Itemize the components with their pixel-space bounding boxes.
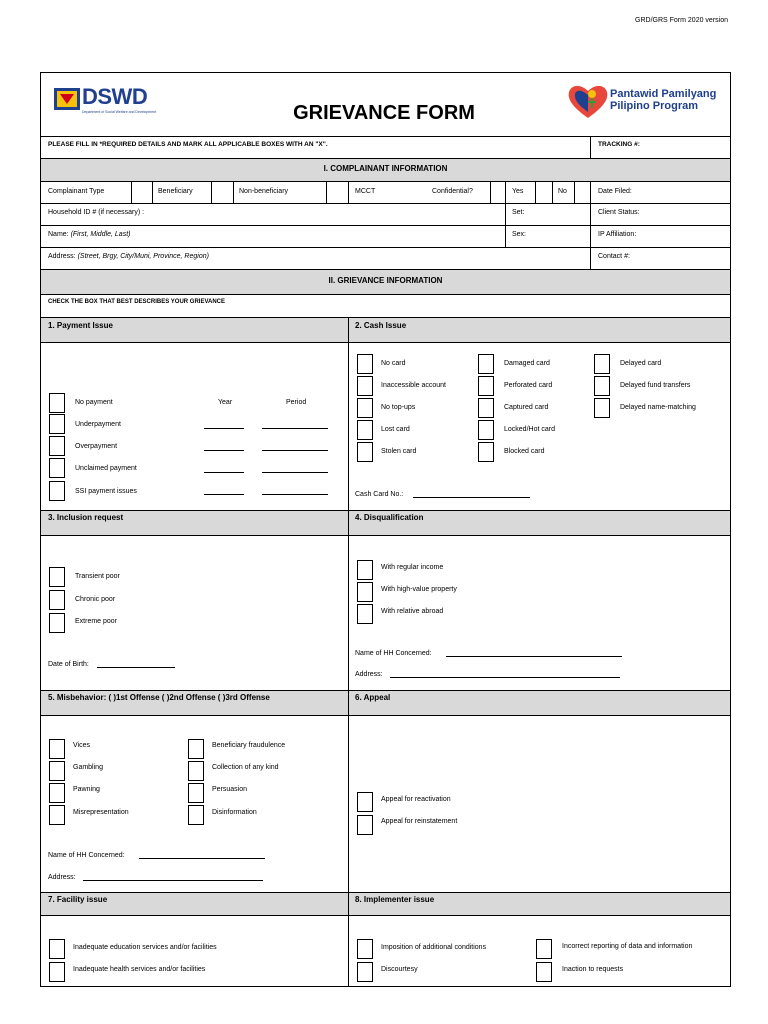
regular-income-label: With regular income <box>381 564 444 571</box>
misb-hh-field[interactable] <box>139 858 265 859</box>
captured-card-checkbox[interactable] <box>478 398 494 418</box>
disq-address-field[interactable] <box>390 677 620 678</box>
disinformation-label: Disinformation <box>212 809 257 816</box>
facility-title: 7. Facility issue <box>48 895 108 904</box>
blocked-card-checkbox[interactable] <box>478 442 494 462</box>
pantawid-logo-line2: Pilipino Program <box>610 100 699 112</box>
inaccessible-account-checkbox[interactable] <box>357 376 373 396</box>
appeal-reinstatement-checkbox[interactable] <box>357 815 373 835</box>
persuasion-label: Persuasion <box>212 786 248 793</box>
no-card-checkbox[interactable] <box>357 354 373 374</box>
year-header: Year <box>218 399 233 406</box>
extreme-poor-label: Extreme poor <box>75 618 118 625</box>
appeal-header-bg <box>349 691 730 715</box>
delayed-card-checkbox[interactable] <box>594 354 610 374</box>
delayed-fund-transfers-label: Delayed fund transfers <box>620 382 691 389</box>
ip-affiliation-label: IP Affiliation: <box>598 231 637 238</box>
beneficiary-label: Beneficiary <box>158 188 193 195</box>
mcct-label: MCCT <box>355 188 376 195</box>
address-hint: (Street, Brgy, City/Muni, Province, Region) <box>77 253 209 260</box>
disq-hh-label: Name of HH Concerned: <box>355 650 432 657</box>
implementer-title: 8. Implementer issue <box>355 895 435 904</box>
heart-logo-icon <box>566 82 610 120</box>
appeal-title: 6. Appeal <box>355 693 391 702</box>
inadequate-health-label: Inadequate health services and/or facilities <box>73 966 206 973</box>
stolen-card-checkbox[interactable] <box>357 442 373 462</box>
captured-card-label: Captured card <box>504 404 549 411</box>
set-label: Set: <box>512 209 525 216</box>
appeal-reactivation-label: Appeal for reactivation <box>381 796 451 803</box>
contact-label: Contact #: <box>598 253 630 260</box>
complainant-type-label: Complainant Type <box>48 188 105 195</box>
no-label: No <box>558 188 567 195</box>
pantawid-logo <box>566 82 726 122</box>
overpayment-checkbox[interactable] <box>49 436 65 456</box>
stolen-card-label: Stolen card <box>381 448 417 455</box>
page-title: GRIEVANCE FORM <box>293 102 475 124</box>
disq-address-label: Address: <box>355 671 383 678</box>
check-note: CHECK THE BOX THAT BEST DESCRIBES YOUR GRIEVANCE <box>48 299 226 305</box>
misrepresentation-checkbox[interactable] <box>49 805 65 825</box>
address-field[interactable] <box>48 252 209 261</box>
cash-card-no-field[interactable] <box>413 497 530 498</box>
disqualification-title: 4. Disqualification <box>355 513 424 522</box>
no-top-ups-checkbox[interactable] <box>357 398 373 418</box>
delayed-name-matching-checkbox[interactable] <box>594 398 610 418</box>
incorrect-reporting-checkbox[interactable] <box>536 939 552 959</box>
name-label: Name: <box>48 231 69 238</box>
inadequate-education-checkbox[interactable] <box>49 939 65 959</box>
lost-card-label: Lost card <box>381 426 410 433</box>
unclaimed-payment-checkbox[interactable] <box>49 458 65 478</box>
dswd-logo-subtext: Department of Social Welfare and Development <box>82 110 157 114</box>
locked-card-label: Locked/Hot card <box>504 426 555 433</box>
inaccessible-account-label: Inaccessible account <box>381 382 446 389</box>
no-card-label: No card <box>381 360 406 367</box>
underpayment-checkbox[interactable] <box>49 414 65 434</box>
payment-title: 1. Payment Issue <box>48 321 113 330</box>
additional-conditions-checkbox[interactable] <box>357 939 373 959</box>
ssi-period-field[interactable] <box>262 494 328 495</box>
no-top-ups-label: No top-ups <box>381 404 416 411</box>
persuasion-checkbox[interactable] <box>188 783 204 803</box>
regular-income-checkbox[interactable] <box>357 560 373 580</box>
appeal-reinstatement-label: Appeal for reinstatement <box>381 818 458 825</box>
collection-label: Collection of any kind <box>212 764 279 771</box>
address-label: Address: <box>48 253 76 260</box>
disinformation-checkbox[interactable] <box>188 805 204 825</box>
appeal-reactivation-checkbox[interactable] <box>357 792 373 812</box>
instruction-text: PLEASE FILL IN *REQUIRED DETAILS AND MARK ALL APPLICABLE BOXES WITH AN "X". <box>48 141 328 148</box>
pawning-label: Pawning <box>73 786 100 793</box>
perforated-card-label: Perforated card <box>504 382 553 389</box>
blocked-card-label: Blocked card <box>504 448 545 455</box>
section2-title: II. GRIEVANCE INFORMATION <box>328 276 443 285</box>
overpayment-period-field[interactable] <box>262 450 328 451</box>
delayed-name-matching-label: Delayed name-matching <box>620 404 696 411</box>
pawning-checkbox[interactable] <box>49 783 65 803</box>
ssi-payment-label: SSI payment issues <box>75 488 137 495</box>
date-of-birth-label: Date of Birth: <box>48 661 89 668</box>
gambling-label: Gambling <box>73 764 103 771</box>
ssi-year-field[interactable] <box>204 494 244 495</box>
discourtesy-label: Discourtesy <box>381 966 418 973</box>
chronic-poor-label: Chronic poor <box>75 596 116 603</box>
overpayment-label: Overpayment <box>75 443 118 450</box>
misbehavior-title: 5. Misbehavior: ( )1st Offense ( )2nd Offense ( )3rd Offense <box>48 693 270 702</box>
overpayment-year-field[interactable] <box>204 450 244 451</box>
no-payment-checkbox[interactable] <box>49 393 65 413</box>
dswd-logo-text: DSWD <box>82 84 148 109</box>
name-hint: (First, Middle, Last) <box>70 231 131 238</box>
lost-card-checkbox[interactable] <box>357 420 373 440</box>
inclusion-title: 3. Inclusion request <box>48 513 124 522</box>
date-of-birth-field[interactable] <box>97 667 175 668</box>
yes-label: Yes <box>512 188 524 195</box>
unclaimed-payment-label: Unclaimed payment <box>75 465 137 472</box>
inadequate-education-label: Inadequate education services and/or facilities <box>73 944 217 951</box>
transient-poor-checkbox[interactable] <box>49 567 65 587</box>
ssi-payment-checkbox[interactable] <box>49 481 65 501</box>
confidential-label: Confidential? <box>432 188 473 195</box>
vices-label: Vices <box>73 742 90 749</box>
misb-address-field[interactable] <box>83 880 263 881</box>
delayed-card-label: Delayed card <box>620 360 662 367</box>
underpayment-label: Underpayment <box>75 421 121 428</box>
relative-abroad-label: With relative abroad <box>381 608 444 615</box>
beneficiary-fraudulence-label: Beneficiary fraudulence <box>212 742 286 749</box>
extreme-poor-checkbox[interactable] <box>49 613 65 633</box>
chronic-poor-checkbox[interactable] <box>49 590 65 610</box>
disq-hh-field[interactable] <box>446 656 622 657</box>
incorrect-reporting-label: Incorrect reporting of data and information <box>562 943 693 950</box>
transient-poor-label: Transient poor <box>75 573 120 580</box>
high-value-property-checkbox[interactable] <box>357 582 373 602</box>
high-value-property-label: With high-value property <box>381 586 457 593</box>
cash-card-no-label: Cash Card No.: <box>355 491 404 498</box>
additional-conditions-label: Imposition of additional conditions <box>381 944 487 951</box>
unclaimed-year-field[interactable] <box>204 472 244 473</box>
misrepresentation-label: Misrepresentation <box>73 809 129 816</box>
name-field[interactable] <box>48 230 130 239</box>
perforated-card-checkbox[interactable] <box>478 376 494 396</box>
pantawid-logo-line1: Pantawid Pamilyang <box>610 88 717 100</box>
underpayment-year-field[interactable] <box>204 428 244 429</box>
no-payment-label: No payment <box>75 399 113 406</box>
date-filed-label: Date Filed: <box>598 188 632 195</box>
period-header: Period <box>286 399 307 406</box>
household-id-label: Household ID # (if necessary) : <box>48 209 145 216</box>
sex-label: Sex: <box>512 231 527 238</box>
inaction-label: Inaction to requests <box>562 966 624 973</box>
section1-title: I. COMPLAINANT INFORMATION <box>323 164 448 173</box>
underpayment-period-field[interactable] <box>262 428 328 429</box>
locked-card-checkbox[interactable] <box>478 420 494 440</box>
misb-hh-label: Name of HH Concerned: <box>48 852 125 859</box>
damaged-card-checkbox[interactable] <box>478 354 494 374</box>
inadequate-health-checkbox[interactable] <box>49 962 65 982</box>
tracking-label: TRACKING #: <box>598 141 640 148</box>
form-version: GRD/GRS Form 2020 version <box>635 17 728 24</box>
vices-checkbox[interactable] <box>49 739 65 759</box>
unclaimed-period-field[interactable] <box>262 472 328 473</box>
beneficiary-fraudulence-checkbox[interactable] <box>188 739 204 759</box>
misb-address-label: Address: <box>48 874 76 881</box>
cash-header-bg <box>349 318 730 342</box>
non-beneficiary-label: Non-beneficiary <box>239 188 289 195</box>
delayed-fund-transfers-checkbox[interactable] <box>594 376 610 396</box>
gambling-checkbox[interactable] <box>49 761 65 781</box>
client-status-label: Client Status: <box>598 209 640 216</box>
damaged-card-label: Damaged card <box>504 360 550 367</box>
relative-abroad-checkbox[interactable] <box>357 604 373 624</box>
cash-title: 2. Cash Issue <box>355 321 407 330</box>
discourtesy-checkbox[interactable] <box>357 962 373 982</box>
inaction-checkbox[interactable] <box>536 962 552 982</box>
collection-checkbox[interactable] <box>188 761 204 781</box>
